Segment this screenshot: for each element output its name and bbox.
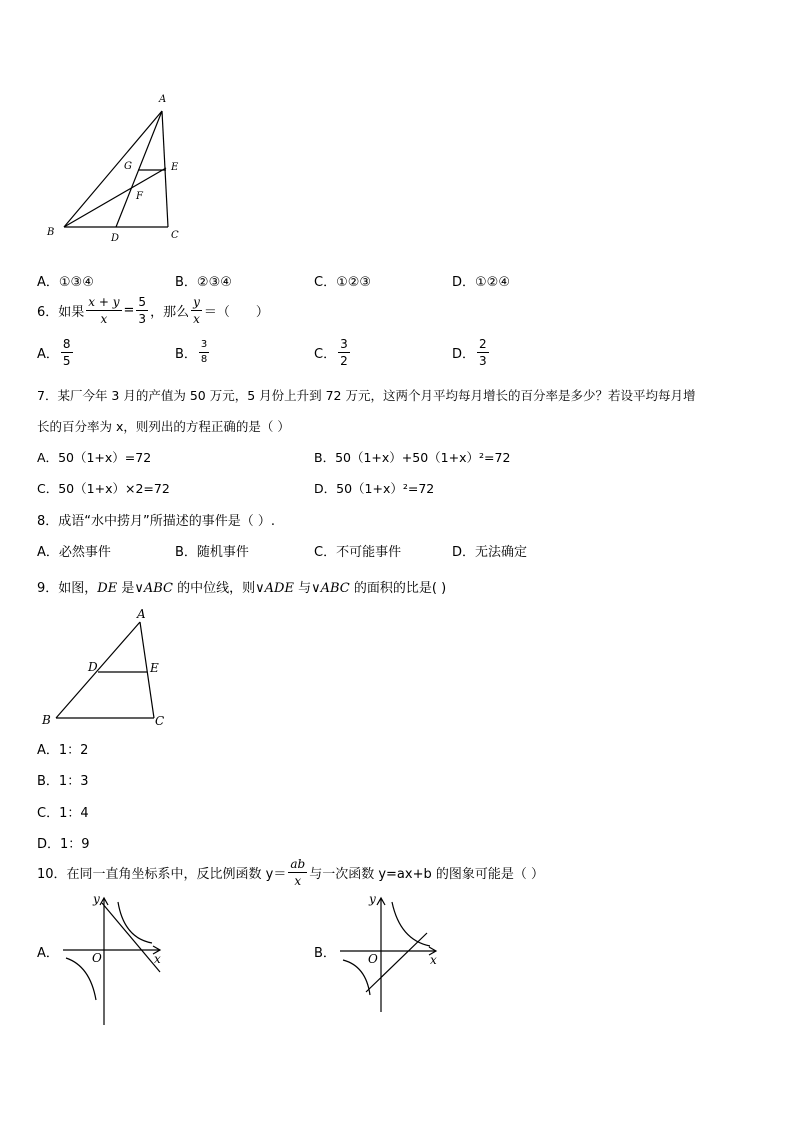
q8-stem: 8．成语“水中捞月”所描述的事件是（ ）. — [37, 514, 276, 529]
q10-stem: 10．在同一直角坐标系中，反比例函数 y＝ $\frac{ab}{x}$ 与一次函数 y=ax+b 的图象可能是（ ） — [37, 857, 545, 888]
q10-option-b-letter[interactable]: B． — [314, 946, 336, 961]
q10-option-a-letter[interactable]: A． — [37, 946, 59, 961]
q10a-label-o: O — [92, 951, 102, 965]
fig1-label-f: F — [136, 191, 143, 202]
q5-option-b[interactable]: B．②③④ — [175, 275, 232, 290]
q9-option-a[interactable]: A．1：2 — [37, 743, 89, 758]
q7-option-a[interactable]: A．50（1+x）=72 — [37, 450, 152, 465]
q8-option-b[interactable]: B．随机事件 — [175, 545, 249, 560]
q6-option-c[interactable]: C． $\frac{3}{2}$ — [314, 337, 348, 368]
fig1-label-d: D — [111, 233, 120, 244]
q8-option-a[interactable]: A．必然事件 — [37, 545, 111, 560]
q8-option-d[interactable]: D．无法确定 — [452, 545, 528, 560]
q6-option-d[interactable]: D． $\frac{2}{3}$ — [452, 337, 487, 368]
q6-option-b[interactable]: B． $\frac{3}{8}$ — [175, 339, 208, 365]
q6-option-a[interactable]: A． $\frac{8}{5}$ — [37, 337, 71, 368]
fig1-label-a: A — [159, 94, 167, 105]
q5-option-c[interactable]: C．①②③ — [314, 275, 372, 290]
q6-ask-fraction: $\frac{y}{x}$ — [193, 295, 200, 326]
q10b-label-y: y — [369, 892, 376, 906]
q10b-label-o: O — [368, 952, 378, 966]
q9-label-e: E — [150, 661, 159, 675]
q9-option-b[interactable]: B．1：3 — [37, 774, 89, 789]
q9-label-d: D — [88, 660, 98, 674]
fig1-label-c: C — [171, 230, 179, 241]
q10a-label-y: y — [93, 892, 100, 906]
q7-option-c[interactable]: C．50（1+x）×2=72 — [37, 481, 170, 496]
q10b-label-x: x — [430, 953, 437, 967]
q10a-label-x: x — [154, 952, 161, 966]
fig1-label-b: B — [47, 227, 55, 238]
q5-option-a[interactable]: A．①③④ — [37, 275, 94, 290]
fig1-label-g: G — [124, 161, 132, 172]
q9-option-d[interactable]: D．1：9 — [37, 837, 90, 852]
q9-option-c[interactable]: C．1：4 — [37, 806, 89, 821]
q9-label-a: A — [137, 607, 146, 621]
q6-stem: 6．如果 $\frac{x + y}{x}$ = $\frac{5}{3}$ ，那么 $\frac{y}{x}$ ＝（ ） — [37, 295, 269, 326]
q7-option-b[interactable]: B．50（1+x）+50（1+x）²=72 — [314, 450, 511, 465]
q6-value-fraction: $\frac{5}{3}$ — [138, 295, 147, 326]
q6-condition-fraction: $\frac{x + y}{x}$ — [88, 295, 120, 326]
q10-fraction: $\frac{ab}{x}$ — [290, 857, 306, 888]
q9-label-b: B — [42, 713, 51, 727]
q5-option-d[interactable]: D．①②④ — [452, 275, 510, 290]
q9-stem: 9．如图，DE 是∨ABC 的中位线，则∨ADE 与∨ABC 的面积的比是( ) — [37, 581, 447, 596]
fig1-label-e: E — [171, 162, 179, 173]
q7-stem-line1: 7．某厂今年 3 月的产值为 50 万元，5 月份上升到 72 万元，这两个月平均每月增长的百分率是多少？若设平均每月增 — [37, 388, 696, 403]
q7-option-d[interactable]: D．50（1+x）²=72 — [314, 481, 435, 496]
q8-option-c[interactable]: C．不可能事件 — [314, 545, 402, 560]
q9-label-c: C — [155, 714, 165, 728]
q7-stem-line2: 长的百分率为 x，则列出的方程正确的是（ ） — [37, 419, 290, 434]
